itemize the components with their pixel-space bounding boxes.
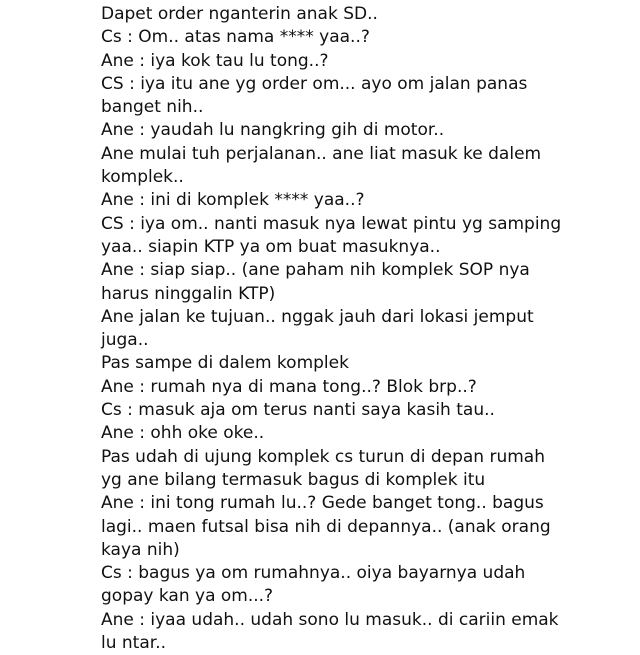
text-line: CS : iya om.. nanti masuk nya lewat pintu yg samping bbox=[101, 213, 562, 234]
text-line: komplek.. bbox=[101, 167, 184, 188]
text-line: Cs : bagus ya om rumahnya.. oiya bayarnya udah bbox=[101, 563, 526, 584]
text-line: Ane jalan ke tujuan.. nggak jauh dari lokasi jemput bbox=[101, 306, 534, 327]
text-line: lu ntar.. bbox=[101, 633, 166, 654]
chat-story-text bbox=[101, 3, 562, 655]
text-line: Pas udah di ujung komplek cs turun di depan rumah bbox=[101, 446, 545, 467]
text-line: Ane mulai tuh perjalanan.. ane liat masuk ke dalem bbox=[101, 143, 542, 164]
text-line: Pas sampe di dalem komplek bbox=[101, 353, 349, 374]
text-line: gopay kan ya om...? bbox=[101, 586, 274, 607]
text-line: Ane : siap siap.. (ane paham nih komplek SOP nya bbox=[101, 260, 530, 281]
text-line: Ane : iyaa udah.. udah sono lu masuk.. di cariin emak bbox=[101, 609, 559, 630]
text-line: CS : iya itu ane yg order om... ayo om jalan panas bbox=[101, 73, 528, 94]
text-line: harus ninggalin KTP) bbox=[101, 283, 276, 304]
text-line: Dapet order nganterin anak SD.. bbox=[101, 4, 378, 24]
text-line: Ane : iya kok tau lu tong..? bbox=[101, 50, 329, 71]
text-line: juga.. bbox=[101, 330, 149, 351]
text-line: Cs : Om.. atas nama **** yaa..? bbox=[101, 27, 370, 48]
text-line: Ane : ini tong rumah lu..? Gede banget tong.. bagus bbox=[101, 493, 544, 514]
text-line: Cs : masuk aja om terus nanti saya kasih tau.. bbox=[101, 400, 495, 421]
text-line: Ane : ini di komplek **** yaa..? bbox=[101, 190, 365, 211]
text-line: banget nih.. bbox=[101, 97, 204, 118]
text-line: kaya nih) bbox=[101, 539, 180, 560]
text-line: yaa.. siapin KTP ya om buat masuknya.. bbox=[101, 236, 441, 257]
text-line: lagi.. maen futsal bisa nih di depannya.. (anak orang bbox=[101, 516, 551, 537]
text-line: yg ane bilang termasuk bagus di komplek itu bbox=[101, 469, 486, 490]
text-line: Ane : yaudah lu nangkring gih di motor.. bbox=[101, 120, 445, 141]
text-line: Ane : ohh oke oke.. bbox=[101, 423, 265, 444]
text-line: Ane : rumah nya di mana tong..? Blok brp..? bbox=[101, 376, 477, 397]
